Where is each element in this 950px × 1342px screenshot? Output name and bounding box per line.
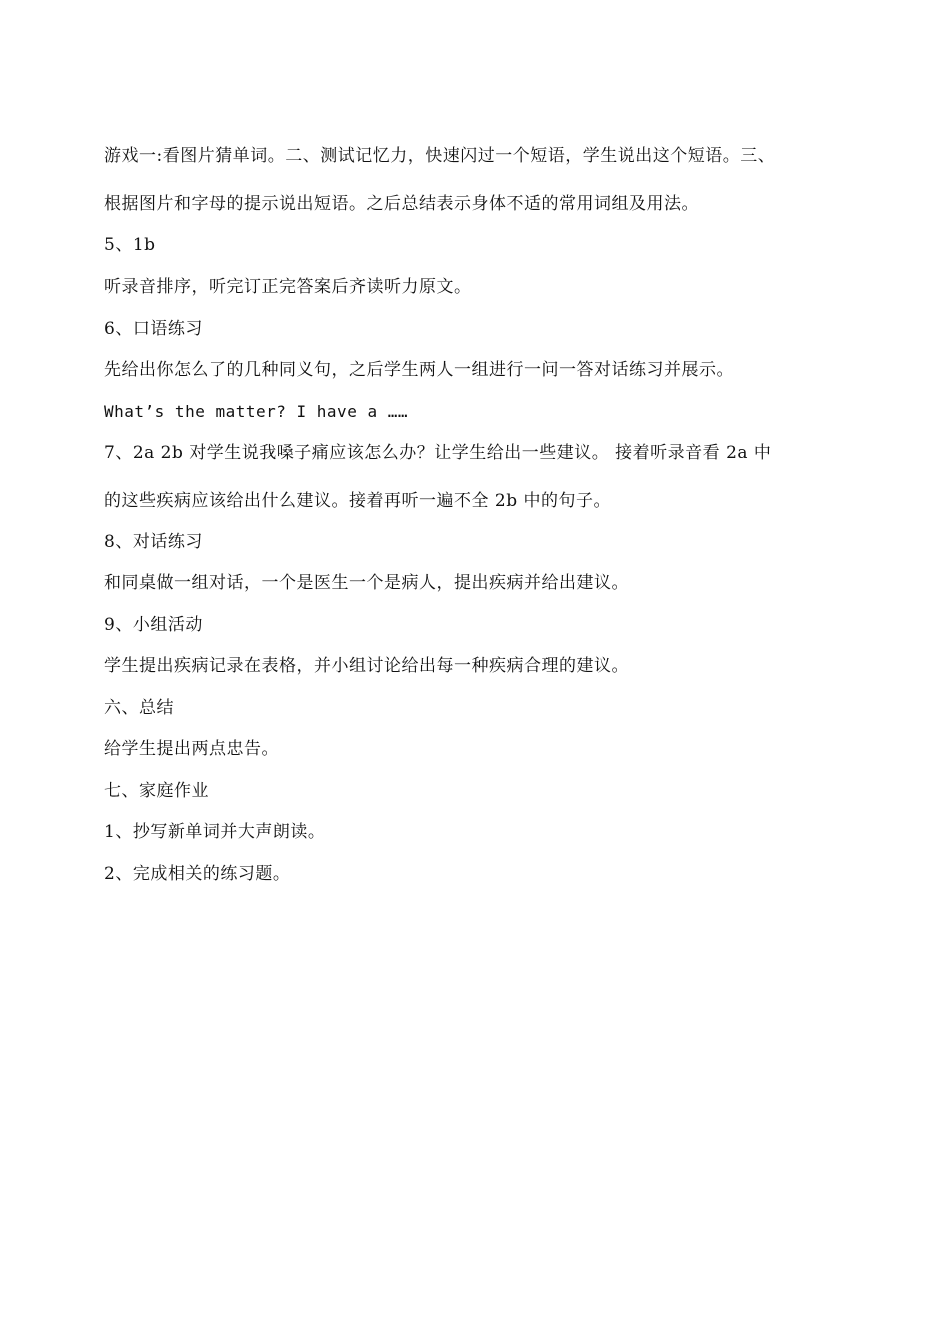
section-heading-summary: 六、总结 bbox=[104, 698, 174, 718]
text-line-phrase-summary: 根据图片和字母的提示说出短语。之后总结表示身体不适的常用词组及用法。 bbox=[104, 194, 699, 214]
text-line-pair-dialogue: 和同桌做一组对话，一个是医生一个是病人，提出疾病并给出建议。 bbox=[104, 573, 629, 593]
text-line-group-discussion: 学生提出疾病记录在表格，并小组讨论给出每一种疾病合理的建议。 bbox=[104, 656, 629, 676]
text-line-homework-2: 2、完成相关的练习题。 bbox=[104, 864, 291, 884]
text-line-homework-1: 1、抄写新单词并大声朗读。 bbox=[104, 822, 326, 842]
section-heading-1b: 5、1b bbox=[104, 235, 156, 255]
section-heading-group-activity: 9、小组活动 bbox=[104, 615, 203, 635]
text-line-dialogue-example: What’s the matter? I have a …… bbox=[104, 402, 408, 421]
section-heading-speaking: 6、口语练习 bbox=[104, 319, 203, 339]
text-line-advice: 给学生提出两点忠告。 bbox=[104, 739, 279, 759]
text-line-game-intro: 游戏一:看图片猜单词。二、测试记忆力，快速闪过一个短语，学生说出这个短语。三、 bbox=[104, 146, 776, 166]
section-heading-homework: 七、家庭作业 bbox=[104, 781, 209, 801]
text-line-synonym-sentences: 先给出你怎么了的几种同义句，之后学生两人一组进行一问一答对话练习并展示。 bbox=[104, 360, 734, 380]
text-line-listening-order: 听录音排序，听完订正完答案后齐读听力原文。 bbox=[104, 277, 472, 297]
text-line-2a-2b: 7、2a 2b 对学生说我嗓子痛应该怎么办？让学生给出一些建议。 接着听录音看 2a 中 bbox=[104, 443, 772, 463]
section-heading-dialogue: 8、对话练习 bbox=[104, 532, 203, 552]
text-line-2a-2b-continued: 的这些疾病应该给出什么建议。接着再听一遍不全 2b 中的句子。 bbox=[104, 491, 612, 511]
